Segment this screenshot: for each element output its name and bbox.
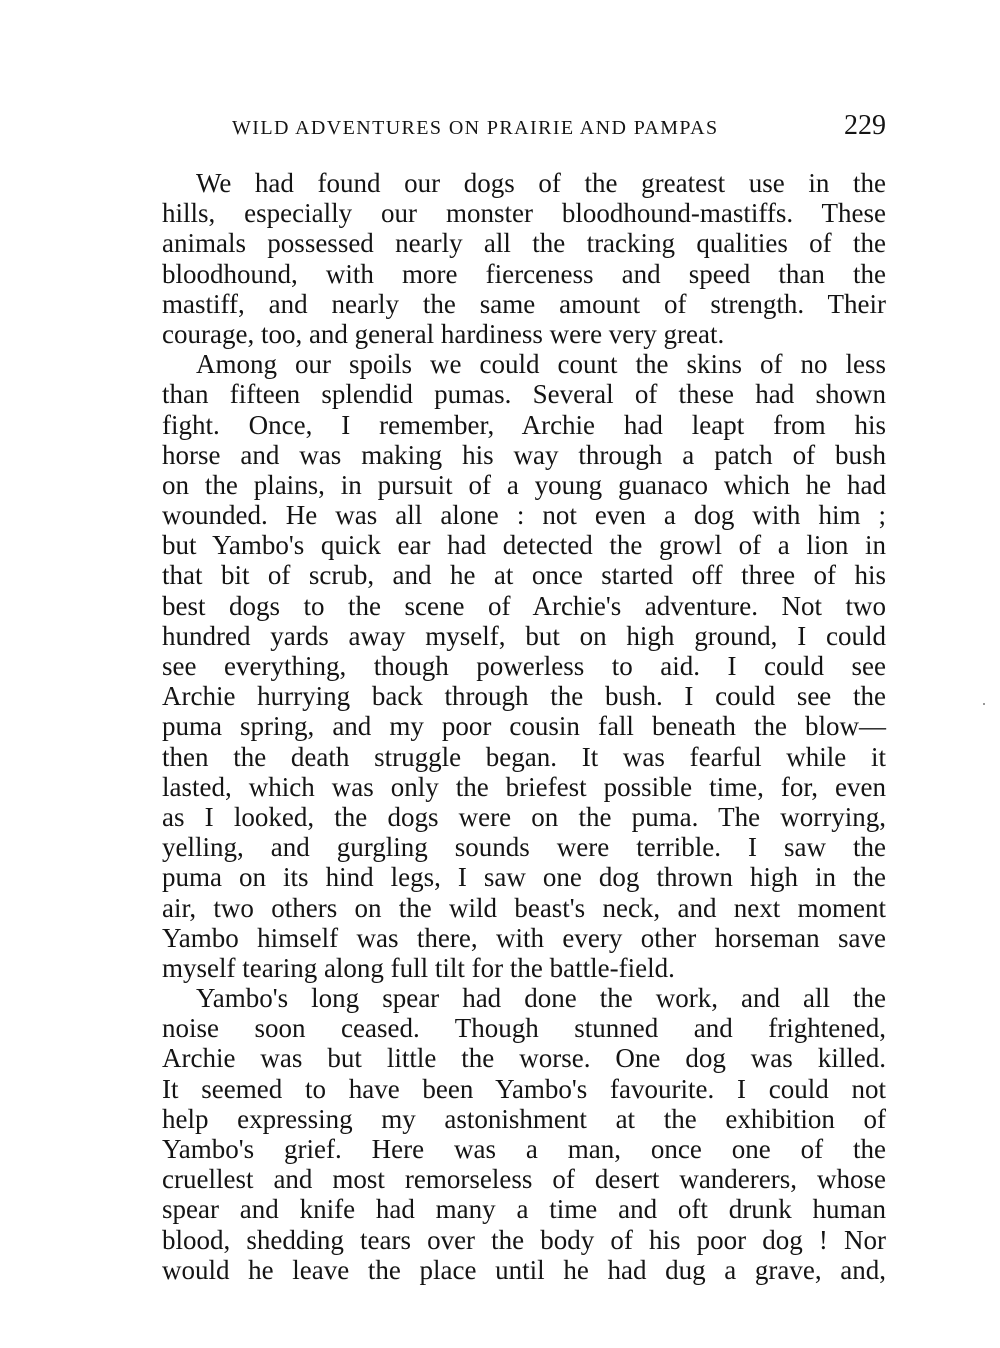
- text-line: wounded. He was all alone : not even a dog with him ;: [162, 500, 886, 531]
- text-line: hundred yards away myself, but on high ground, I could: [162, 620, 886, 651]
- text-line: help expressing my astonishment at the exhibition of: [162, 1103, 886, 1134]
- text-line: Yambo's grief. Here was a man, once one of the: [162, 1134, 886, 1164]
- text-line: would he leave the place until he had dug a grave, and,: [162, 1254, 886, 1285]
- text-line: We had found our dogs of the greatest use in the: [196, 168, 886, 198]
- text-line: then the death struggle began. It was fearful while it: [162, 741, 886, 772]
- text-line: animals possessed nearly all the tracking qualities of the: [162, 228, 886, 259]
- text-line: Yambo himself was there, with every other horseman save: [162, 922, 886, 953]
- margin-speck: [983, 703, 985, 705]
- text-line: cruellest and most remorseless of desert wanderers, whose: [162, 1164, 886, 1195]
- text-line: on the plains, in pursuit of a young guanaco which he had: [162, 469, 886, 500]
- body-text: [162, 168, 886, 1285]
- text-line: courage, too, and general hardiness were very great.: [162, 318, 725, 349]
- paragraph-3: [162, 983, 886, 1285]
- text-line: than fifteen splendid pumas. Several of these had shown: [162, 379, 886, 410]
- text-line: Archie hurrying back through the bush. I could see the: [162, 681, 886, 712]
- text-line: bloodhound, with more fierceness and speed than the: [162, 258, 886, 289]
- text-line: see everything, though powerless to aid. I could see: [162, 651, 886, 681]
- text-line: noise soon ceased. Though stunned and frightened,: [162, 1013, 886, 1044]
- text-line: but Yambo's quick ear had detected the growl of a lion in: [162, 530, 886, 561]
- text-line: It seemed to have been Yambo's favourite. I could not: [162, 1073, 886, 1104]
- text-line: Archie was but little the worse. One dog was killed.: [162, 1043, 886, 1074]
- page-number: 229: [844, 110, 886, 141]
- running-title: WILD ADVENTURES ON PRAIRIE AND PAMPAS: [232, 117, 719, 139]
- text-line: mastiff, and nearly the same amount of strength. Their: [162, 288, 886, 319]
- paragraph-1: [162, 168, 886, 349]
- text-line: Yambo's long spear had done the work, and all the: [196, 983, 886, 1014]
- text-line: air, two others on the wild beast's neck, and next moment: [162, 892, 886, 923]
- text-line: that bit of scrub, and he at once started off three of his: [162, 560, 886, 591]
- text-line: as I looked, the dogs were on the puma. The worrying,: [162, 801, 886, 832]
- text-line: blood, shedding tears over the body of his poor dog ! Nor: [162, 1224, 886, 1255]
- text-line: fight. Once, I remember, Archie had leapt from his: [162, 409, 886, 440]
- text-line: Among our spoils we could count the skins of no less: [196, 349, 886, 380]
- text-line: myself tearing along full tilt for the battle-field.: [162, 952, 675, 983]
- text-line: lasted, which was only the briefest possible time, for, even: [162, 771, 886, 802]
- text-line: horse and was making his way through a patch of bush: [162, 439, 886, 470]
- page-header: [162, 110, 886, 144]
- paragraph-2: [162, 349, 886, 983]
- text-line: hills, especially our monster bloodhound-mastiffs. These: [162, 198, 886, 229]
- text-line: yelling, and gurgling sounds were terrible. I saw the: [162, 832, 886, 863]
- text-line: spear and knife had many a time and oft drunk human: [162, 1194, 886, 1225]
- text-line: best dogs to the scene of Archie's adventure. Not two: [162, 590, 886, 621]
- text-line: puma spring, and my poor cousin fall beneath the blow—: [162, 711, 886, 742]
- text-line: puma on its hind legs, I saw one dog thrown high in the: [162, 862, 886, 893]
